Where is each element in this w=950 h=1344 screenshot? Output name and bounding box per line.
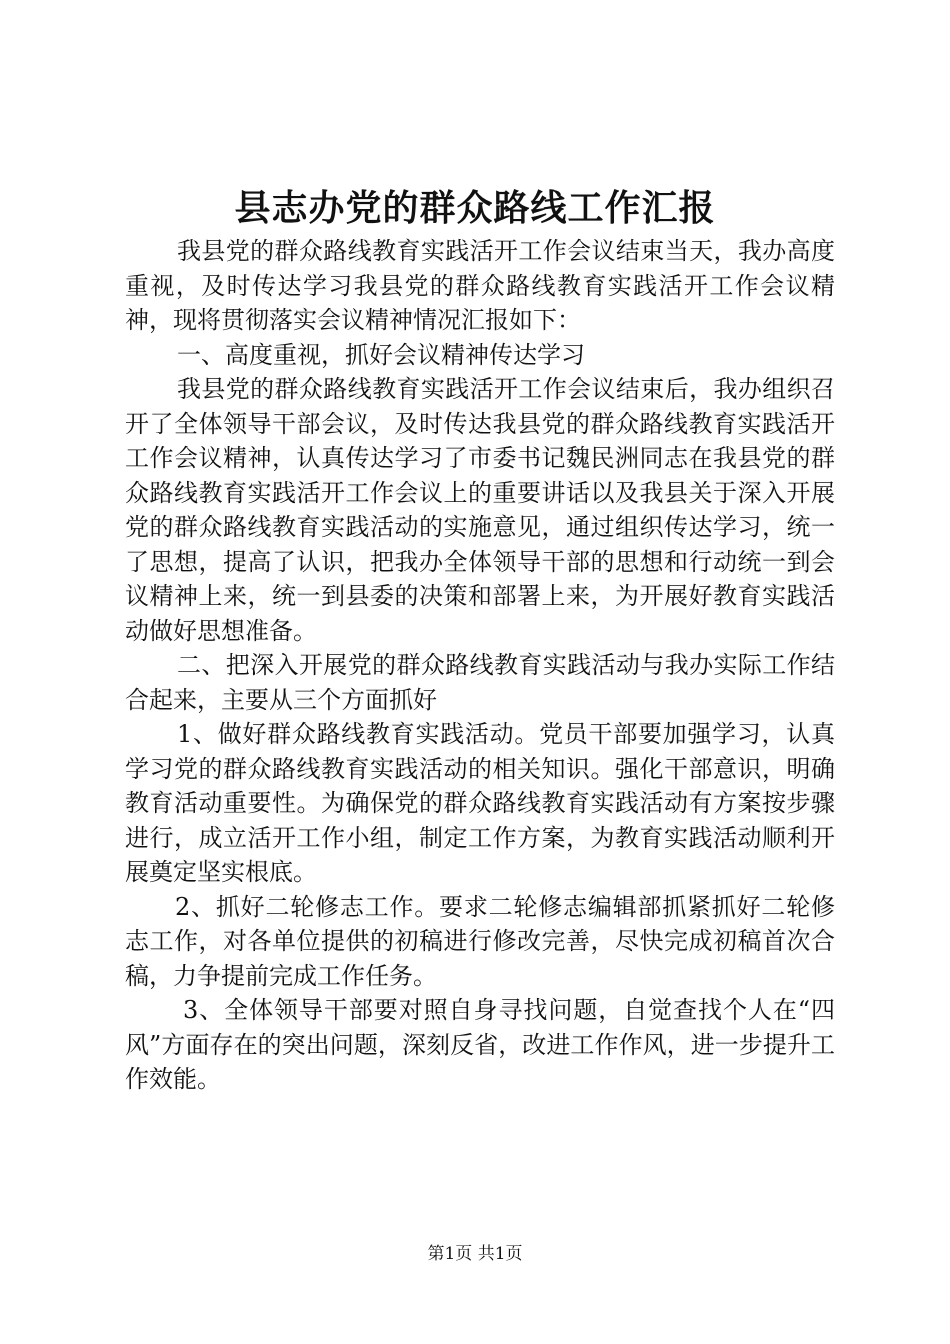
item-2-paragraph: 2、抓好二轮修志工作。要求二轮修志编辑部抓紧抓好二轮修志工作，对各单位提供的初稿进行修改完善，尽快完成初稿首次合稿，力争提前完成工作任务。 bbox=[125, 892, 835, 990]
page-footer: 第1页 共1页 bbox=[427, 1244, 523, 1264]
intro-paragraph: 我县党的群众路线教育实践活开工作会议结束当天，我办高度重视，及时传达学习我县党的群众路线教育实践活开工作会议精神，现将贯彻落实会议精神情况汇报如下： bbox=[125, 237, 835, 334]
section-heading-2: 二、把深入开展党的群众路线教育实践活动与我办实际工作结合起来，主要从三个方面抓好 bbox=[125, 651, 835, 714]
document-body bbox=[125, 234, 835, 1097]
item-3-paragraph: 3、全体领导干部要对照自身寻找问题，自觉查找个人在“四风”方面存在的突出问题，深刻反省，改进工作作风，进一步提升工作效能。 bbox=[125, 996, 835, 1093]
section-1-paragraph: 我县党的群众路线教育实践活开工作会议结束后，我办组织召开了全体领导干部会议，及时传达我县党的群众路线教育实践活开工作会议精神，认真传达学习了市委书记魏民洲同志在我县党的群众路线教育实践活开工作会议上的重要讲话以及我县关于深入开展党的群众路线教育实践活动的实施意见，通过组织传达学习，统一了思想，提高了认识，把我办全体领导干部的思想和行动统一到会议精神上来，统一到县委的决策和部署上来，为开展好教育实践活动做好思想准备。 bbox=[125, 375, 835, 645]
item-1-paragraph: 1、做好群众路线教育实践活动。党员干部要加强学习，认真学习党的群众路线教育实践活动的相关知识。强化干部意识，明确教育活动重要性。为确保党的群众路线教育实践活动有方案按步骤进行，成立活开工作小组，制定工作方案，为教育实践活动顺利开展奠定坚实根底。 bbox=[125, 720, 835, 886]
section-heading-1: 一、高度重视，抓好会议精神传达学习 bbox=[177, 340, 585, 369]
document-title: 县志办党的群众路线工作汇报 bbox=[234, 187, 716, 229]
